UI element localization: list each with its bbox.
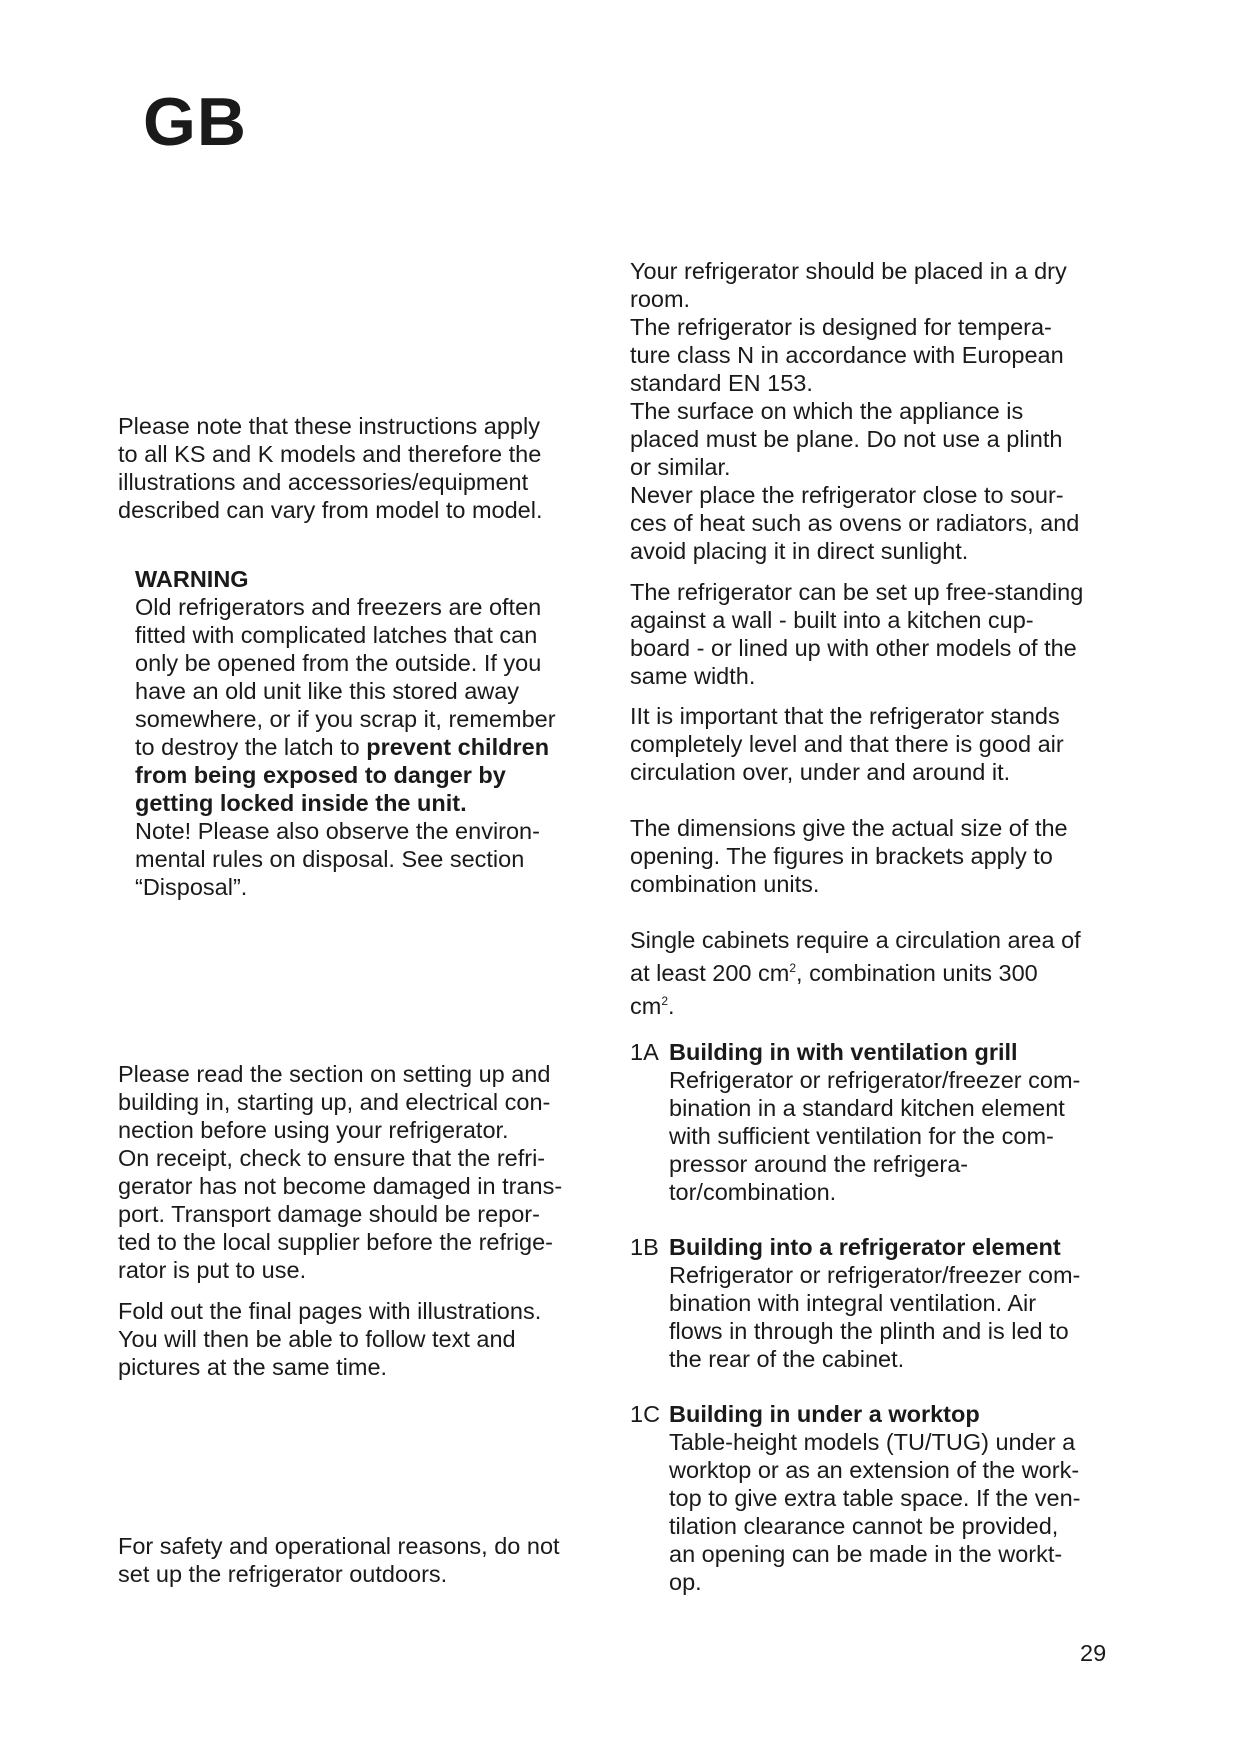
- page-language-code: GB: [143, 84, 247, 160]
- superscript: 2: [661, 993, 669, 1008]
- superscript: 2: [789, 961, 797, 975]
- text-line: ces of heat such as ovens or radiators, and: [630, 510, 1080, 536]
- text-fragment: to destroy the latch to: [135, 734, 367, 760]
- text-line: room.: [630, 286, 691, 312]
- text-line: Old refrigerators and freezers are often: [135, 594, 542, 620]
- text-line: rator is put to use.: [118, 1257, 307, 1283]
- text-line: worktop or as an extension of the work-: [669, 1457, 1080, 1483]
- item-heading: Building into a refrigerator element: [669, 1234, 1061, 1260]
- item-1a: [630, 1038, 1150, 1206]
- text-line: [630, 987, 1150, 1020]
- text-line: Single cabinets require a circulation area of: [630, 927, 1081, 953]
- warning-box: [135, 565, 615, 901]
- text-line: against a wall - built into a kitchen cup-: [630, 607, 1034, 633]
- text-line: Refrigerator or refrigerator/freezer com-: [669, 1067, 1081, 1093]
- page-number: 29: [1080, 1640, 1107, 1666]
- text-line: Fold out the final pages with illustrations.: [118, 1298, 542, 1324]
- text-line: opening. The figures in brackets apply to: [630, 843, 1053, 869]
- text-line: set up the refrigerator outdoors.: [118, 1561, 448, 1587]
- text-line: op.: [669, 1569, 702, 1595]
- text-line: ted to the local supplier before the refrige-: [118, 1229, 554, 1255]
- text-line: to all KS and K models and therefore the: [118, 441, 542, 467]
- text-line: Please read the section on setting up and: [118, 1061, 551, 1087]
- text-line: mental rules on disposal. See section: [135, 846, 525, 872]
- emphasis-text: getting locked inside the unit.: [135, 790, 467, 816]
- text-line: You will then be able to follow text and: [118, 1326, 516, 1352]
- text-line: gerator has not become damaged in trans-: [118, 1173, 563, 1199]
- text-line: Never place the refrigerator close to sour-: [630, 482, 1064, 508]
- read-first-paragraph: [118, 1060, 608, 1284]
- text-fragment: at least 200 cm: [630, 959, 790, 986]
- text-fragment: , combination units 300: [796, 959, 1038, 986]
- text-line: Please note that these instructions apply: [118, 413, 540, 439]
- text-line: Your refrigerator should be placed in a dry: [630, 258, 1067, 284]
- warning-title: WARNING: [135, 566, 249, 592]
- text-line: or similar.: [630, 454, 731, 480]
- text-fragment: cm: [630, 992, 662, 1019]
- text-line: avoid placing it in direct sunlight.: [630, 538, 969, 564]
- text-line: circulation over, under and around it.: [630, 759, 1011, 785]
- text-line: bination in a standard kitchen element: [669, 1095, 1065, 1121]
- item-number: 1B: [630, 1234, 659, 1260]
- text-line: bination with integral ventilation. Air: [669, 1290, 1037, 1316]
- emphasis-text: from being exposed to danger by: [135, 762, 506, 788]
- text-line: fitted with complicated latches that can: [135, 622, 538, 648]
- text-line: tor/combination.: [669, 1179, 837, 1205]
- text-line: placed must be plane. Do not use a plinth: [630, 426, 1063, 452]
- text-line: The refrigerator can be set up free-standing: [630, 579, 1084, 605]
- item-heading: Building in with ventilation grill: [669, 1039, 1018, 1065]
- text-line: illustrations and accessories/equipment: [118, 469, 529, 495]
- text-line: have an old unit like this stored away: [135, 678, 520, 704]
- text-line: flows in through the plinth and is led to: [669, 1318, 1069, 1344]
- outdoors-paragraph: [118, 1532, 608, 1588]
- text-line: somewhere, or if you scrap it, remember: [135, 706, 556, 732]
- text-line: Note! Please also observe the environ-: [135, 818, 540, 844]
- item-1b: [630, 1233, 1150, 1373]
- fold-out-paragraph: [118, 1297, 608, 1381]
- text-line: board - or lined up with other models of the: [630, 635, 1077, 661]
- text-line: an opening can be made in the workt-: [669, 1541, 1063, 1567]
- text-line: nection before using your refrigerator.: [118, 1117, 509, 1143]
- text-line: ture class N in accordance with European: [630, 342, 1064, 368]
- placement-paragraph: [630, 257, 1150, 565]
- text-line: pictures at the same time.: [118, 1354, 388, 1380]
- text-line: tilation clearance cannot be provided,: [669, 1513, 1059, 1539]
- item-number: 1A: [630, 1039, 659, 1065]
- text-line: pressor around the refrigera-: [669, 1151, 969, 1177]
- text-line: only be opened from the outside. If you: [135, 650, 542, 676]
- text-line: port. Transport damage should be repor-: [118, 1201, 540, 1227]
- text-line: On receipt, check to ensure that the refri-: [118, 1145, 546, 1171]
- text-line: the rear of the cabinet.: [669, 1346, 905, 1372]
- text-line: combination units.: [630, 871, 820, 897]
- item-heading: Building in under a worktop: [669, 1401, 980, 1427]
- emphasis-text: prevent children: [366, 734, 550, 760]
- text-fragment: .: [668, 992, 675, 1019]
- text-line: “Disposal”.: [135, 874, 248, 900]
- text-line: standard EN 153.: [630, 370, 813, 396]
- setup-paragraph: [630, 578, 1150, 690]
- text-line: top to give extra table space. If the ven-: [669, 1485, 1081, 1511]
- text-line: with sufficient ventilation for the com-: [669, 1123, 1054, 1149]
- text-line: Table-height models (TU/TUG) under a: [669, 1429, 1076, 1455]
- text-line: completely level and that there is good air: [630, 731, 1064, 757]
- text-line: same width.: [630, 663, 756, 689]
- item-number: 1C: [630, 1401, 661, 1427]
- item-1c: [630, 1400, 1150, 1596]
- text-line: For safety and operational reasons, do not: [118, 1533, 560, 1559]
- circulation-paragraph: [630, 926, 1150, 1020]
- text-line: IIt is important that the refrigerator stands: [630, 703, 1060, 729]
- text-line: The surface on which the appliance is: [630, 398, 1024, 424]
- text-line: building in, starting up, and electrical con-: [118, 1089, 551, 1115]
- intro-paragraph: [118, 412, 608, 524]
- text-line: The refrigerator is designed for tempera-: [630, 314, 1052, 340]
- text-line: described can vary from model to model.: [118, 497, 543, 523]
- text-line: [135, 733, 615, 761]
- text-line: The dimensions give the actual size of the: [630, 815, 1068, 841]
- dimensions-paragraph: [630, 814, 1150, 898]
- text-line: [630, 954, 1150, 987]
- text-line: Refrigerator or refrigerator/freezer com-: [669, 1262, 1081, 1288]
- level-paragraph: [630, 702, 1150, 786]
